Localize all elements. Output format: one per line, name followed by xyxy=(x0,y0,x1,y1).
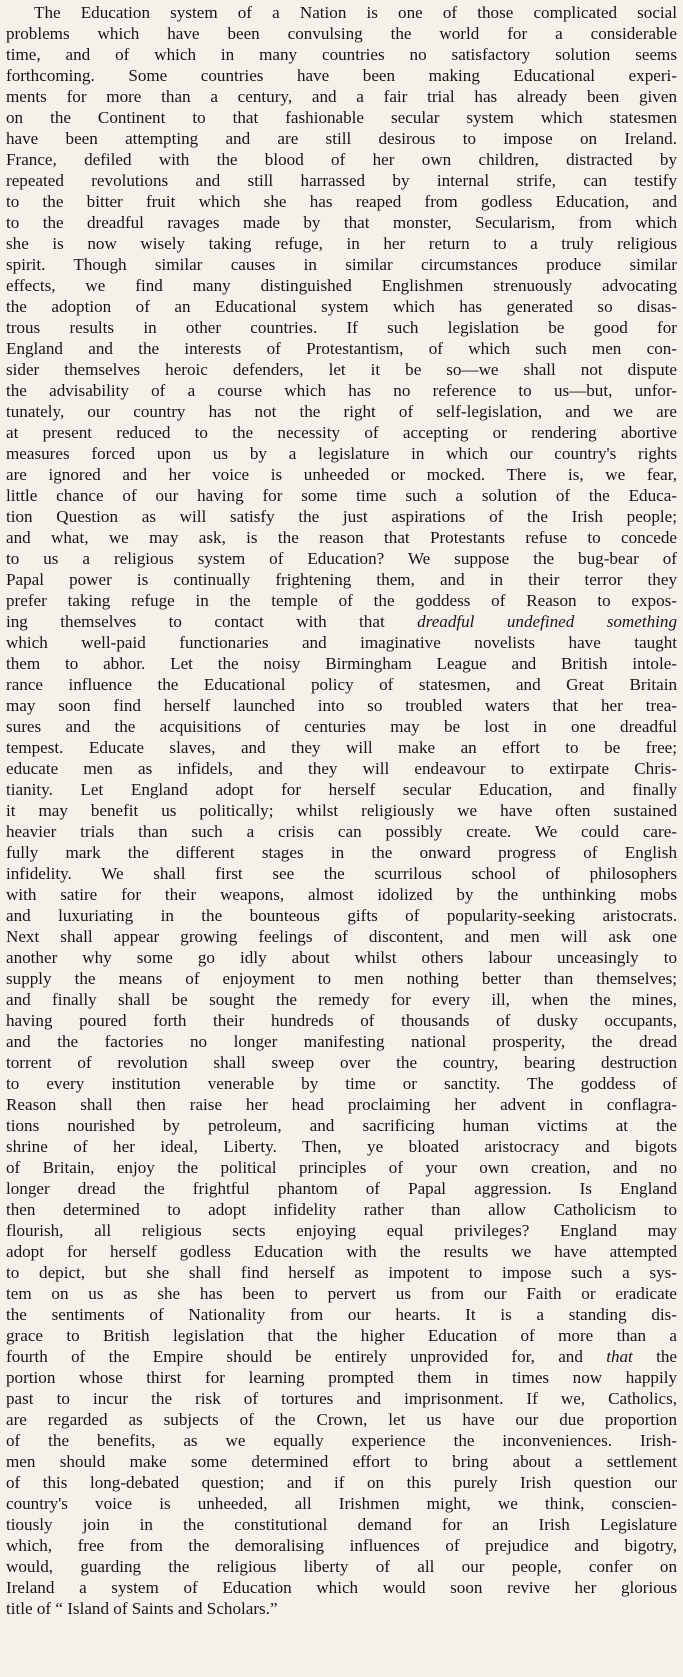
text-line: problems which have been convulsing the world for a considerable xyxy=(6,24,677,43)
text-line: to every institution venerable by time or sanctity. The goddess of xyxy=(6,1074,677,1093)
text-line: tianity. Let England adopt for herself secular Education, and finally xyxy=(6,780,677,799)
text-line: tempest. Educate slaves, and they will make an effort to be free; xyxy=(6,738,677,757)
text-line: tiously join in the constitutional demand for an Irish Legislature xyxy=(6,1515,677,1534)
text-line: to the dreadful ravages made by that monster, Secularism, from which xyxy=(6,213,677,232)
text-line: which, free from the demoralising influences of prejudice and bigotry, xyxy=(6,1536,677,1555)
text-line: spirit. Though similar causes in similar circumstances produce similar xyxy=(6,255,677,274)
text-line: Ireland a system of Education which would soon revive her glorious xyxy=(6,1578,677,1597)
text-line: Papal power is continually frightening them, and in their terror they xyxy=(6,570,677,589)
text-line: of Britain, enjoy the political principles of your own creation, and no xyxy=(6,1158,677,1177)
text-line: and luxuriating in the bounteous gifts of popularity-seeking aristocrats. xyxy=(6,906,677,925)
text-line: the advisability of a course which has no reference to us—but, unfor- xyxy=(6,381,677,400)
text-line: to us a religious system of Education? We suppose the bug-bear of xyxy=(6,549,677,568)
article-column xyxy=(6,2,677,1619)
text-line: men should make some determined effort to bring about a settlement xyxy=(6,1452,677,1471)
text-line: tunately, our country has not the right of self-legislation, and we are xyxy=(6,402,677,421)
text-line: measures forced upon us by a legislature in which our country's rights xyxy=(6,444,677,463)
text-line: are ignored and her voice is unheeded or mocked. There is, we fear, xyxy=(6,465,677,484)
text-line: the sentiments of Nationality from our hearts. It is a standing dis- xyxy=(6,1305,677,1324)
text-line: of the benefits, as we equally experience the inconveniences. Irish- xyxy=(6,1431,677,1450)
text-line: shrine of her ideal, Liberty. Then, ye bloated aristocracy and bigots xyxy=(6,1137,677,1156)
text-line: fourth of the Empire should be entirely unprovided for, and that the xyxy=(6,1347,677,1366)
text-line: tion Question as will satisfy the just aspirations of the Irish people; xyxy=(6,507,677,526)
text-line: and the factories no longer manifesting national prosperity, the dread xyxy=(6,1032,677,1051)
text-line: torrent of revolution shall sweep over the country, bearing destruction xyxy=(6,1053,677,1072)
text-line: may soon find herself launched into so troubled waters that her trea- xyxy=(6,696,677,715)
text-line: the adoption of an Educational system which has generated so disas- xyxy=(6,297,677,316)
text-line: tem on us as she has been to pervert us from our Faith or eradicate xyxy=(6,1284,677,1303)
text-line: forthcoming. Some countries have been making Educational experi- xyxy=(6,66,677,85)
text-line: and what, we may ask, is the reason that Protestants refuse to concede xyxy=(6,528,677,547)
text-line: country's voice is unheeded, all Irishmen might, we think, conscien- xyxy=(6,1494,677,1513)
text-line: have been attempting and are still desirous to impose on Ireland. xyxy=(6,129,677,148)
text-line: them to abhor. Let the noisy Birmingham League and British intole- xyxy=(6,654,677,673)
text-line: on the Continent to that fashionable secular system which statesmen xyxy=(6,108,677,127)
text-line: fully mark the different stages in the onward progress of English xyxy=(6,843,677,862)
text-line: heavier trials than such a crisis can possibly create. We could care- xyxy=(6,822,677,841)
text-line: tions nourished by petroleum, and sacrificing human victims at the xyxy=(6,1116,677,1135)
text-line: grace to British legislation that the higher Education of more than a xyxy=(6,1326,677,1345)
text-line: past to incur the risk of tortures and imprisonment. If we, Catholics, xyxy=(6,1389,677,1408)
text-line: adopt for herself godless Education with the results we have attempted xyxy=(6,1242,677,1261)
text-line: to depict, but she shall find herself as impotent to impose such a sys- xyxy=(6,1263,677,1282)
text-line: it may benefit us politically; whilst religiously we have often sustained xyxy=(6,801,677,820)
text-line: Reason shall then raise her head proclaiming her advent in conflagra- xyxy=(6,1095,677,1114)
text-line: effects, we find many distinguished Englishmen strenuously advocating xyxy=(6,276,677,295)
text-line: repeated revolutions and still harrassed by internal strife, can testify xyxy=(6,171,677,190)
text-line: flourish, all religious sects enjoying equal privileges? England may xyxy=(6,1221,677,1240)
text-line: little chance of our having for some time such a solution of the Educa- xyxy=(6,486,677,505)
text-line: ments for more than a century, and a fair trial has already been given xyxy=(6,87,677,106)
text-line: to the bitter fruit which she has reaped from godless Education, and xyxy=(6,192,677,211)
text-line: are regarded as subjects of the Crown, let us have our due proportion xyxy=(6,1410,677,1429)
text-line: ing themselves to contact with that dreadful undefined something xyxy=(6,612,677,631)
text-line: longer dread the frightful phantom of Papal aggression. Is England xyxy=(6,1179,677,1198)
text-line: prefer taking refuge in the temple of the goddess of Reason to expos- xyxy=(6,591,677,610)
text-line: sures and the acquisitions of centuries may be lost in one dreadful xyxy=(6,717,677,736)
text-line: rance influence the Educational policy of statesmen, and Great Britain xyxy=(6,675,677,694)
text-line: would, guarding the religious liberty of all our people, confer on xyxy=(6,1557,677,1576)
text-line: The Education system of a Nation is one of those complicated social xyxy=(34,3,677,22)
text-line: and finally shall be sought the remedy for every ill, when the mines, xyxy=(6,990,677,1009)
text-line: France, defiled with the blood of her own children, distracted by xyxy=(6,150,677,169)
text-line: time, and of which in many countries no satisfactory solution seems xyxy=(6,45,677,64)
text-line: which well-paid functionaries and imaginative novelists have taught xyxy=(6,633,677,652)
text-line: having poured forth their hundreds of thousands of dusky occupants, xyxy=(6,1011,677,1030)
text-line: sider themselves heroic defenders, let it be so—we shall not dispute xyxy=(6,360,677,379)
text-line: England and the interests of Protestantism, of which such men con- xyxy=(6,339,677,358)
text-line: at present reduced to the necessity of accepting or rendering abortive xyxy=(6,423,677,442)
text-line: infidelity. We shall first see the scurrilous school of philosophers xyxy=(6,864,677,883)
text-line: of this long-debated question; and if on this purely Irish question our xyxy=(6,1473,677,1492)
text-line: Next shall appear growing feelings of discontent, and men will ask one xyxy=(6,927,677,946)
text-line: then determined to adopt infidelity rather than allow Catholicism to xyxy=(6,1200,677,1219)
text-line: portion whose thirst for learning prompted them in times now happily xyxy=(6,1368,677,1387)
text-line: with satire for their weapons, almost idolized by the unthinking mobs xyxy=(6,885,677,904)
text-line: trous results in other countries. If such legislation be good for xyxy=(6,318,677,337)
text-line: she is now wisely taking refuge, in her return to a truly religious xyxy=(6,234,677,253)
text-line: title of “ Island of Saints and Scholars.” xyxy=(6,1599,278,1618)
text-line: supply the means of enjoyment to men nothing better than themselves; xyxy=(6,969,677,988)
text-line: another why some go idly about whilst others labour unceasingly to xyxy=(6,948,677,967)
text-line: educate men as infidels, and they will endeavour to extirpate Chris- xyxy=(6,759,677,778)
